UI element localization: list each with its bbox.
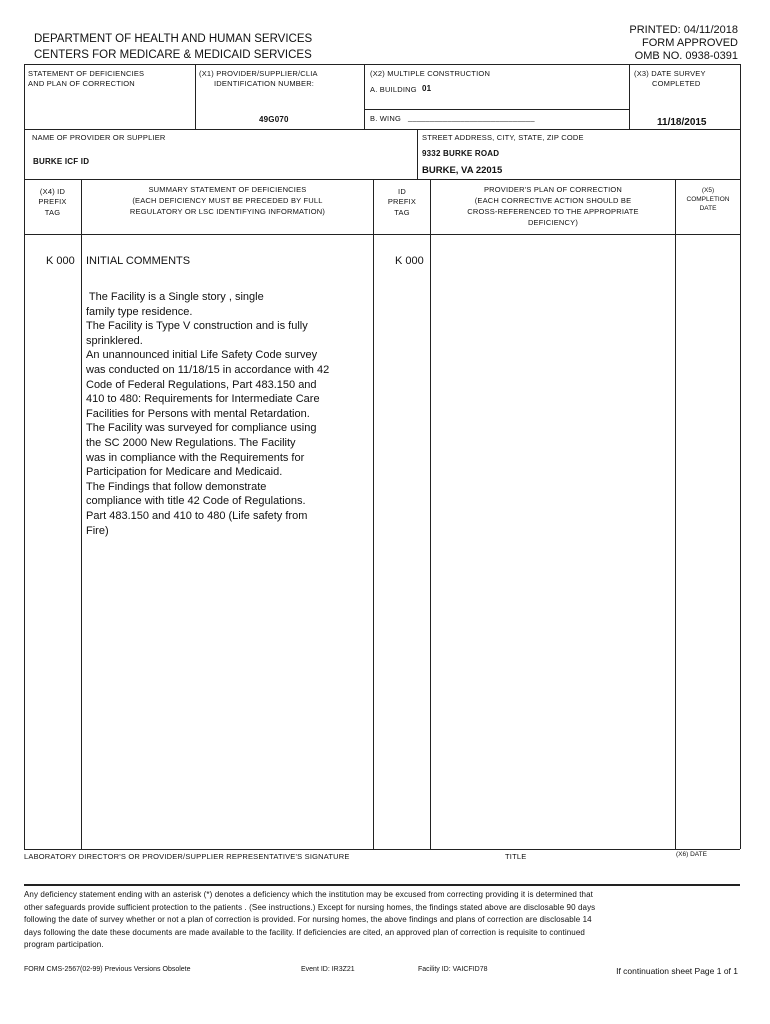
building-value: 01 bbox=[422, 84, 432, 93]
x6-date-label: (X6) DATE bbox=[676, 851, 707, 858]
deficiency-text-line: Facilities for Persons with mental Retardation. bbox=[86, 407, 310, 420]
survey-completed-date: 11/18/2015 bbox=[657, 117, 707, 128]
provider-address-divider bbox=[417, 129, 418, 179]
x1-label-1: (X1) PROVIDER/SUPPLIER/CLIA bbox=[199, 69, 318, 78]
frame-right-line bbox=[740, 64, 741, 849]
top-row-bottom-line bbox=[24, 129, 740, 130]
disclaimer-line: following the date of survey whether or not a plan of correction is provided. For nursing homes, the above findings and plans of correction are disclosable 14 bbox=[24, 915, 592, 924]
deficiency-text-line: the SC 2000 New Regulations. The Facility bbox=[86, 436, 296, 449]
form-approved: FORM APPROVED bbox=[642, 37, 738, 49]
statement-label-1: STATEMENT OF DEFICIENCIES bbox=[28, 69, 145, 78]
plan-header-3: CROSS-REFERENCED TO THE APPROPRIATE bbox=[467, 207, 639, 216]
address-label: STREET ADDRESS, CITY, STATE, ZIP CODE bbox=[422, 133, 584, 142]
frame-top-line bbox=[24, 64, 740, 65]
initial-comments-heading: INITIAL COMMENTS bbox=[86, 255, 191, 267]
disclaimer-line: program participation. bbox=[24, 940, 104, 949]
deficiency-text-line: was conducted on 11/18/15 in accordance with 42 bbox=[86, 363, 330, 376]
disclaimer-line: days following the date these documents are made available to the facility. If deficiencies are cited, an approved plan of correction is requisite to continued bbox=[24, 927, 585, 937]
provider-id-value: 49G070 bbox=[259, 115, 289, 124]
disclaimer-text bbox=[24, 889, 595, 952]
form-number: FORM CMS-2567(02-99) Previous Versions Obsolete bbox=[24, 966, 191, 973]
summary-header-1: SUMMARY STATEMENT OF DEFICIENCIES bbox=[148, 185, 307, 194]
continuation-page: If continuation sheet Page 1 of 1 bbox=[616, 966, 738, 976]
agency-name: CENTERS FOR MEDICARE & MEDICAID SERVICES bbox=[34, 49, 312, 61]
deficiency-text-line: The Facility is a Single story , single bbox=[86, 291, 264, 303]
id-header-3: TAG bbox=[394, 208, 410, 217]
x5-header-1: (X5) bbox=[701, 187, 715, 194]
left-prefix-tag: K 000 bbox=[46, 255, 75, 267]
x1-label-2: IDENTIFICATION NUMBER: bbox=[214, 79, 315, 88]
col-divider-plan bbox=[675, 179, 676, 849]
x4-header-3: TAG bbox=[44, 208, 61, 217]
wing-label: B. WING bbox=[370, 114, 401, 123]
deficiency-text-line: compliance with title 42 Code of Regulations. bbox=[86, 495, 306, 508]
divider-x3 bbox=[629, 64, 630, 129]
x4-header-2: PREFIX bbox=[38, 197, 67, 206]
deficiency-text-line: The Facility is Type V construction and is fully bbox=[86, 320, 308, 333]
id-header-2: PREFIX bbox=[387, 197, 417, 206]
building-label: A. BUILDING bbox=[370, 85, 417, 94]
omb-number: OMB NO. 0938-0391 bbox=[634, 50, 738, 62]
provider-name-label: NAME OF PROVIDER OR SUPPLIER bbox=[32, 133, 166, 142]
deficiency-text-line: Fire) bbox=[86, 524, 109, 537]
provider-name-value: BURKE ICF ID bbox=[33, 157, 90, 166]
deficiency-text-line: Part 483.150 and 410 to 480 (Life safety from bbox=[86, 509, 308, 522]
facility-id: Facility ID: VAICFID78 bbox=[418, 966, 488, 973]
deficiency-text-line: family type residence. bbox=[86, 305, 193, 318]
x4-header-1: (X4) ID bbox=[39, 187, 66, 196]
signature-bottom-line bbox=[24, 884, 740, 886]
plan-header-4: DEFICIENCY) bbox=[527, 218, 579, 227]
deficiency-text-line: The Findings that follow demonstrate bbox=[86, 480, 267, 493]
wing-blank-line: _____________________________ bbox=[408, 113, 535, 122]
id-header-1: ID bbox=[398, 187, 406, 196]
x2-label: (X2) MULTIPLE CONSTRUCTION bbox=[370, 69, 491, 78]
statement-label-2: AND PLAN OF CORRECTION bbox=[28, 79, 135, 88]
city-state-zip: BURKE, VA 22015 bbox=[422, 165, 503, 176]
x5-header-3: DATE bbox=[699, 205, 717, 212]
event-id: Event ID: IR3Z21 bbox=[301, 966, 355, 973]
col-divider-id bbox=[430, 179, 431, 849]
deficiency-text-line: was in compliance with the Requirements for bbox=[86, 451, 305, 464]
frame-left-line bbox=[24, 64, 25, 849]
body-bottom-line bbox=[24, 849, 740, 850]
deficiency-text-line: sprinklered. bbox=[86, 334, 143, 347]
deficiency-text-line: 410 to 480: Requirements for Intermediate Care bbox=[86, 393, 320, 406]
building-wing-divider bbox=[364, 109, 629, 110]
divider-x1 bbox=[195, 64, 196, 129]
title-label: TITLE bbox=[505, 852, 527, 861]
signature-label: LABORATORY DIRECTOR'S OR PROVIDER/SUPPLIER REPRESENTATIVE'S SIGNATURE bbox=[24, 852, 350, 861]
x5-header-2: COMPLETION bbox=[686, 196, 730, 203]
provider-row-bottom-line bbox=[24, 179, 740, 180]
column-header-bottom-line bbox=[24, 234, 740, 235]
deficiency-text-line: An unannounced initial Life Safety Code survey bbox=[86, 349, 318, 362]
col-divider-summary bbox=[373, 179, 374, 849]
deficiency-text bbox=[86, 290, 329, 538]
col-divider-prefix bbox=[81, 179, 82, 849]
divider-x2 bbox=[364, 64, 365, 129]
printed-date: PRINTED: 04/11/2018 bbox=[629, 24, 738, 36]
summary-header-2: (EACH DEFICIENCY MUST BE PRECEDED BY FULL bbox=[132, 196, 323, 205]
street-address: 9332 BURKE ROAD bbox=[422, 149, 500, 158]
plan-header-2: (EACH CORRECTIVE ACTION SHOULD BE bbox=[474, 196, 632, 205]
x3-label-1: (X3) DATE SURVEY bbox=[634, 69, 706, 78]
summary-header-3: REGULATORY OR LSC IDENTIFYING INFORMATION) bbox=[129, 207, 326, 216]
disclaimer-line: Any deficiency statement ending with an asterisk (*) denotes a deficiency which the institution may be excused from correcting providing it is determined that bbox=[24, 890, 593, 899]
deficiency-text-line: Participation for Medicare and Medicaid. bbox=[86, 466, 283, 479]
deficiency-text-line: The Facility was surveyed for compliance using bbox=[86, 422, 317, 435]
x3-label-2: COMPLETED bbox=[652, 79, 701, 88]
department-name: DEPARTMENT OF HEALTH AND HUMAN SERVICES bbox=[34, 33, 313, 45]
plan-header-1: PROVIDER'S PLAN OF CORRECTION bbox=[483, 185, 623, 194]
disclaimer-line: other safeguards provide sufficient protection to the patients . (See instructions.) Except for nursing homes, the findings stated above are disclosable 90 days bbox=[24, 902, 596, 912]
deficiency-text-line: Code of Federal Regulations, Part 483.150 and bbox=[86, 378, 317, 391]
right-prefix-tag: K 000 bbox=[395, 255, 424, 267]
